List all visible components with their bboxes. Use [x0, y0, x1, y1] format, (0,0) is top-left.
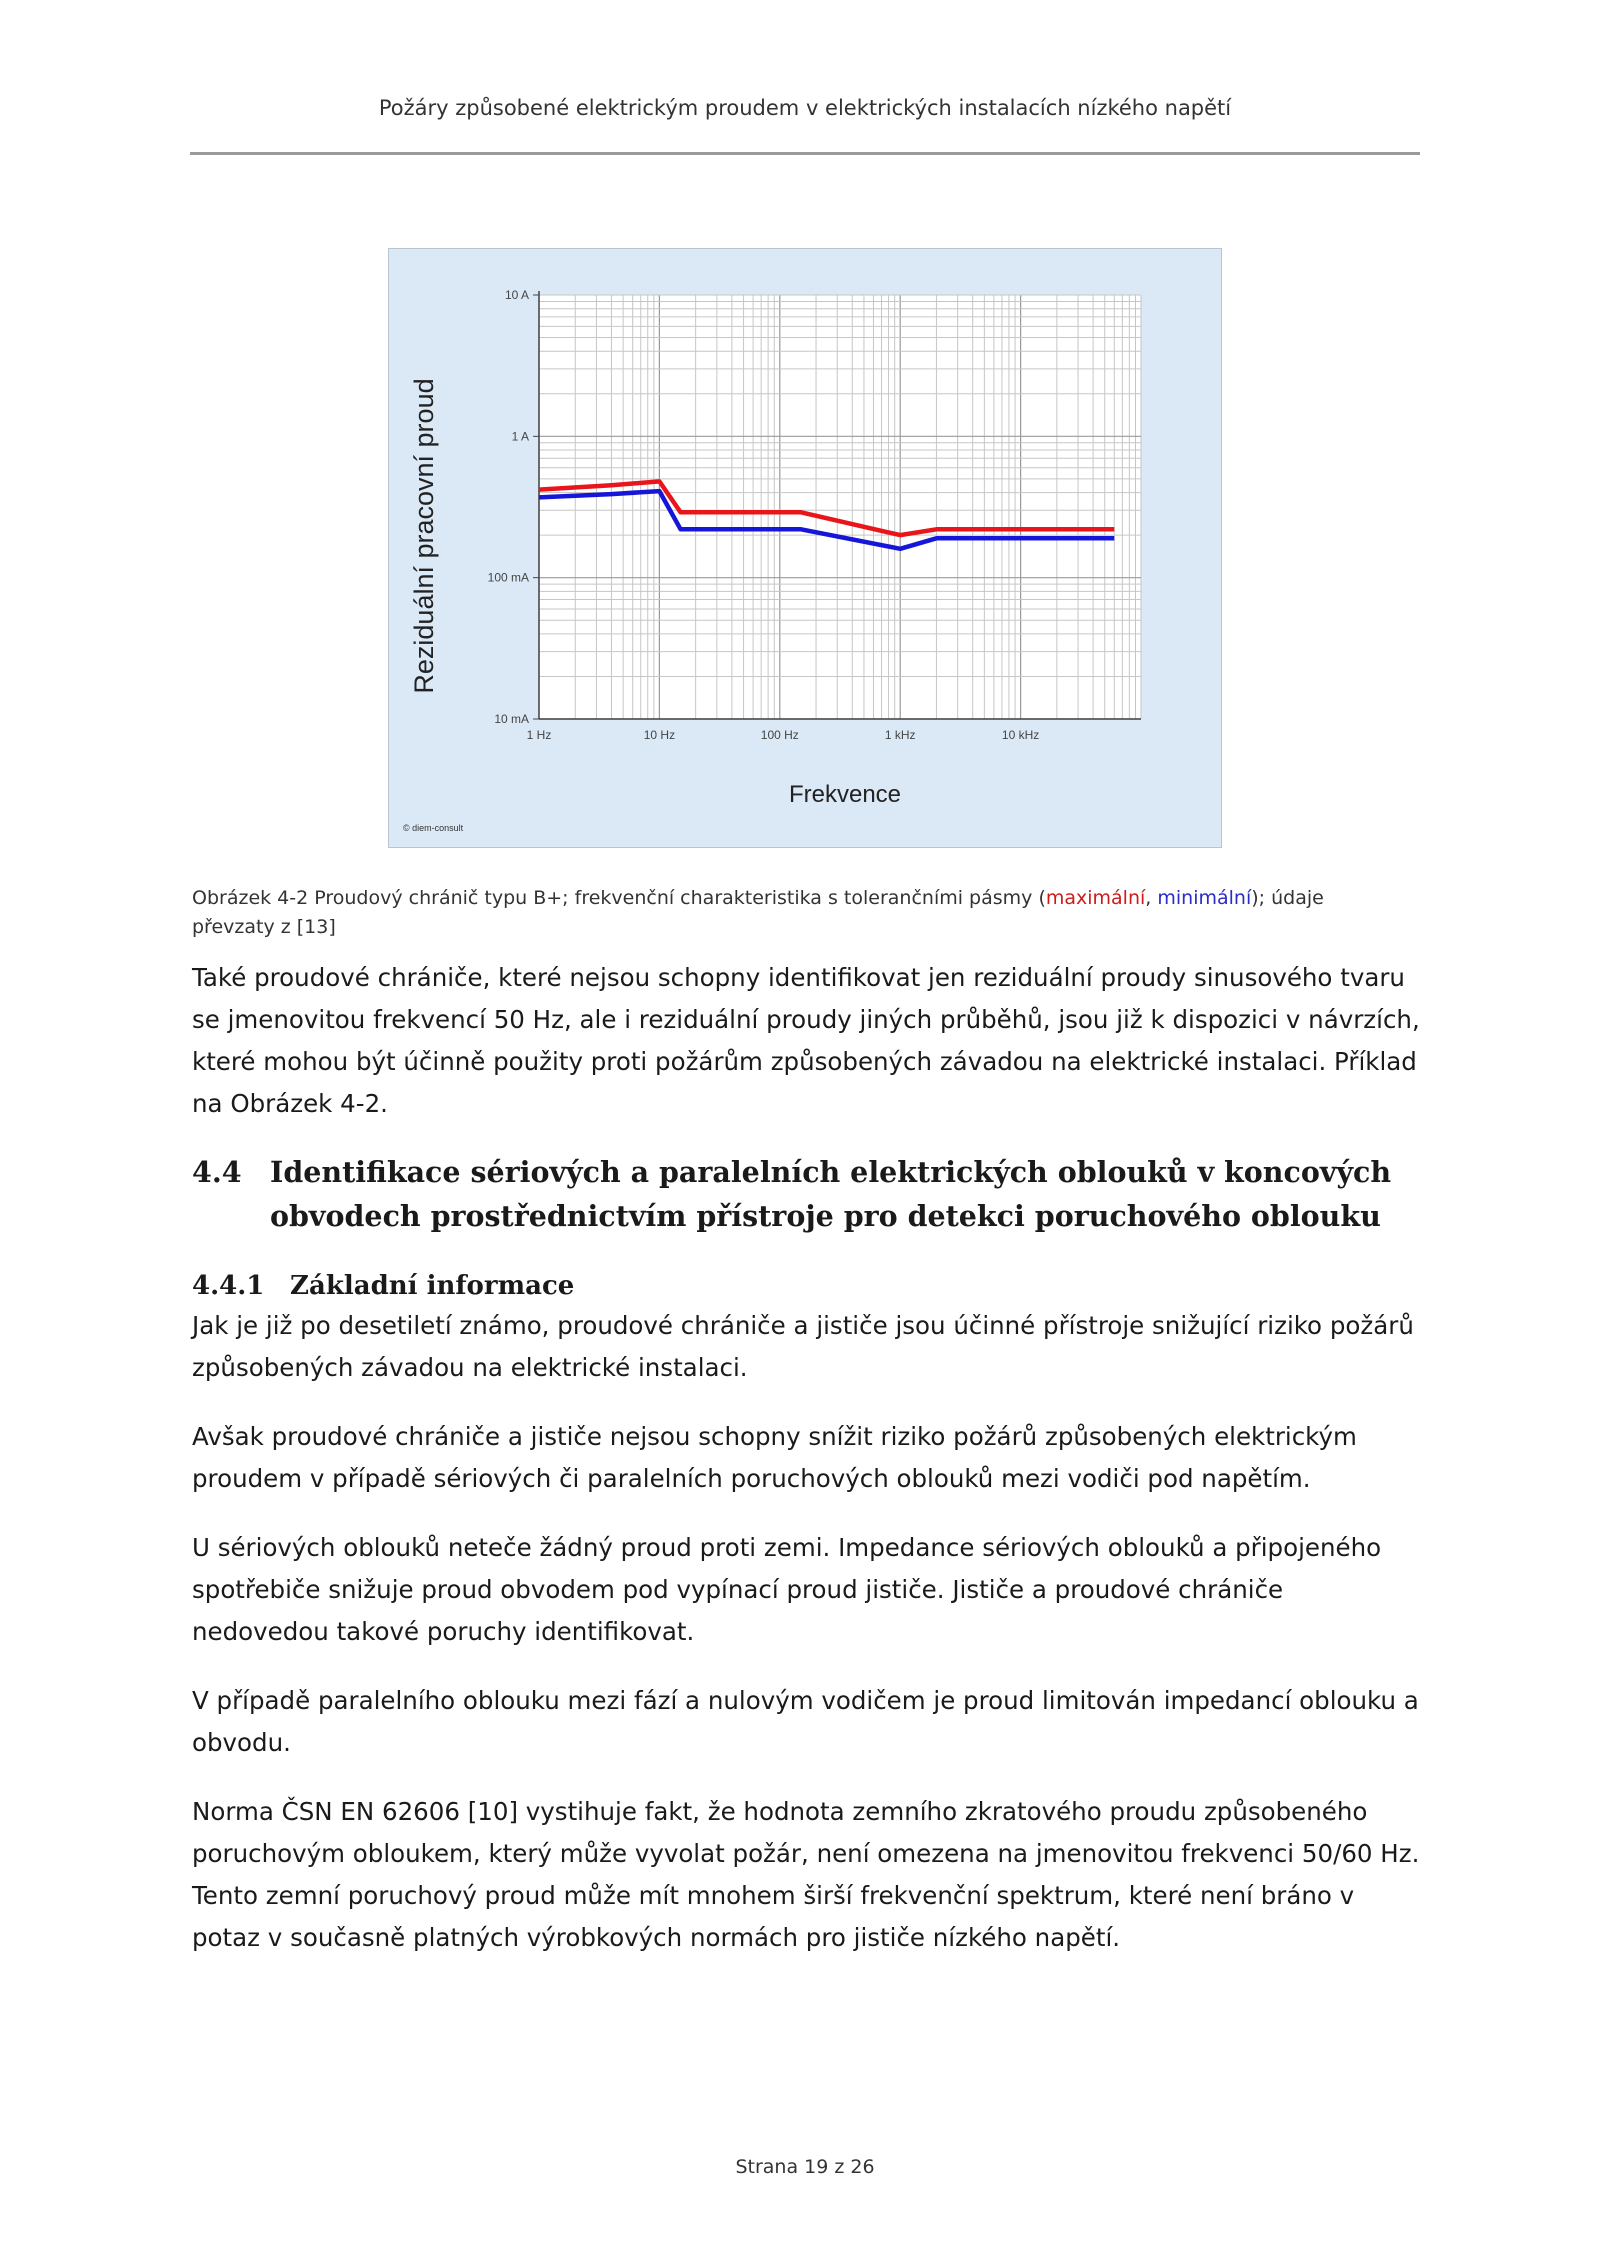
paragraph-intro: Jak je již po desetiletí známo, proudové chrániče a jističe jsou účinné přístroje snižující riziko požárů způsobených závadou na elektrické instalaci. [192, 1311, 1414, 1382]
caption-min-label: minimální [1157, 887, 1252, 909]
subsection-number: 4.4.1 [192, 1271, 265, 1301]
x-tick-label: 100 Hz [760, 728, 799, 742]
y-tick-label: 100 mA [487, 570, 529, 585]
running-header: Požáry způsobené elektrickým proudem v elektrických instalacích nízkého napětí [378, 96, 1232, 120]
plot-area [539, 295, 1141, 719]
caption-max-label: maximální [1045, 887, 1146, 909]
figure-caption [192, 884, 1412, 942]
y-tick-label: 1 A [511, 429, 529, 444]
copyright-label: © diem-consult [403, 823, 464, 833]
subsection-title: Základní informace [290, 1271, 575, 1301]
y-tick-label: 10 mA [494, 712, 529, 726]
caption-source: ); údaje převzaty z [13] [192, 887, 1324, 938]
frequency-response-chart [389, 249, 1223, 849]
x-axis-label: Frekvence [788, 781, 902, 808]
page-number: Strana 19 z 26 [735, 2156, 875, 2178]
y-axis-label: Reziduální pracovní proud [409, 378, 439, 694]
section-title: Identifikace sériových a paralelních elektrických oblouků v koncových obvodech prostřednictvím přístroje pro detekci poruchového oblouku [270, 1155, 1392, 1233]
paragraph-standard: Norma ČSN EN 62606 [10] vystihuje fakt, že hodnota zemního zkratového proudu způsobeného poruchovým obloukem, který může vyvolat požár, není omezena na jmenovitou frekvenci 50/60 Hz. Tento zemní poruchový proud může mít mnohem širší frekvenční spektrum, které není bráno v potaz v současně platných výrobkových normách pro jističe nízkého napětí. [192, 1797, 1420, 1952]
figure-chart [388, 248, 1222, 848]
section-number: 4.4 [192, 1155, 242, 1189]
chart-grid [539, 295, 1141, 719]
paragraph-parallel-arcs: V případě paralelního oblouku mezi fází a nulovým vodičem je proud limitován impedancí oblouku a obvodu. [192, 1686, 1419, 1757]
x-tick-label: 10 kHz [1001, 728, 1040, 742]
paragraph-limitations: Avšak proudové chrániče a jističe nejsou schopny snížit riziko požárů způsobených elektrickým proudem v případě sériových či paralelních poruchových oblouků mezi vodiči pod napětím. [192, 1422, 1357, 1493]
paragraph-rcd-types: Také proudové chrániče, které nejsou schopny identifikovat jen reziduální proudy sinusového tvaru se jmenovitou frekvencí 50 Hz, ale i reziduální proudy jiných průběhů, jsou již k dispozici v návrzích, které mohou být účinně použity proti požárům způsobených závadou na elektrické instalaci. Příklad na Obrázek 4-2. [192, 963, 1420, 1118]
y-tick-label: 10 A [504, 288, 529, 302]
paragraph-serial-arcs: U sériových oblouků neteče žádný proud proti zemi. Impedance sériových oblouků a připojeného spotřebiče snižuje proud obvodem pod vypínací proud jističe. Jističe a proudové chrániče nedovedou takové poruchy identifikovat. [192, 1533, 1382, 1646]
x-tick-label: 10 Hz [643, 728, 676, 742]
caption-text: Obrázek 4-2 Proudový chránič typu B+; frekvenční charakteristika s tolerančními pásmy ( [192, 887, 1046, 909]
header-divider [190, 152, 1420, 155]
caption-separator: , [1145, 887, 1158, 909]
x-tick-label: 1 kHz [884, 728, 916, 742]
x-tick-label: 1 Hz [526, 728, 552, 742]
